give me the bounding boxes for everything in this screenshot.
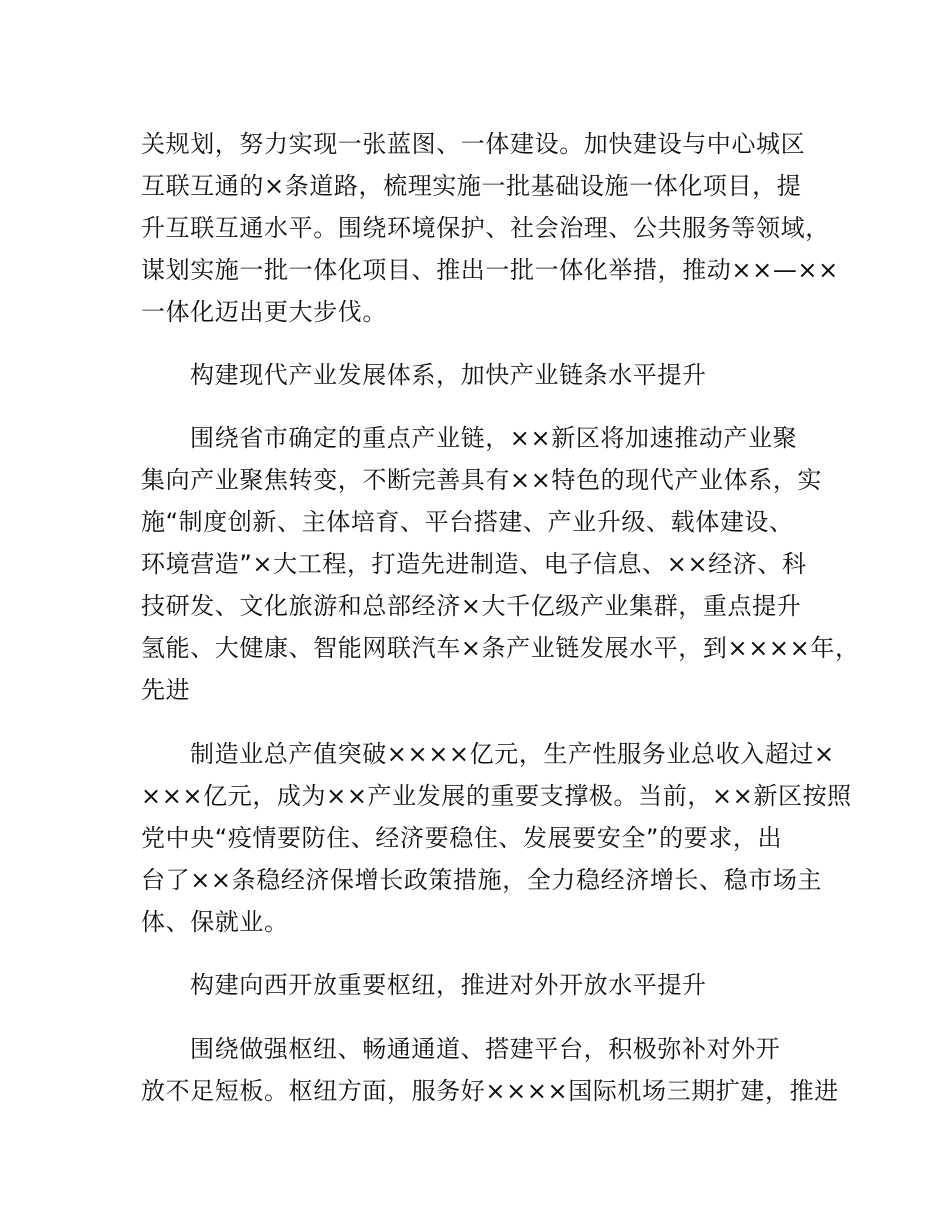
- text-line: 升互联互通水平。围绕环境保护、社会治理、公共服务等领域，: [141, 214, 830, 242]
- text-line: 氢能、大健康、智能网联汽车×条产业链发展水平，到××××年，: [141, 634, 860, 662]
- text-line: 党中央“疫情要防住、经济要稳住、发展要安全”的要求，出: [141, 824, 783, 852]
- text-line: 谋划实施一批一体化项目、推出一批一体化举措，推动××—××: [141, 256, 839, 284]
- text-line: 先进: [141, 676, 191, 704]
- text-line: 台了××条稳经济保增长政策措施，全力稳经济增长、稳市场主: [141, 866, 823, 894]
- text-line: 环境营造”×大工程，打造先进制造、电子信息、××经济、科: [141, 550, 807, 578]
- text-line: 围绕做强枢纽、畅通通道、搭建平台，积极弥补对外开: [190, 1035, 781, 1063]
- text-line: 体、保就业。: [141, 908, 289, 936]
- text-line: ×××亿元，成为××产业发展的重要支撑极。当前，××新区按照: [141, 782, 852, 810]
- text-line: 制造业总产值突破××××亿元，生产性服务业总收入超过×: [190, 740, 835, 768]
- text-line: 互联互通的×条道路，梳理实施一批基础设施一体化项目，提: [141, 172, 802, 200]
- text-line: 集向产业聚焦转变，不断完善具有××特色的现代产业体系，实: [141, 466, 823, 494]
- text-line: 施“制度创新、主体培育、平台搭建、产业升级、载体建设、: [141, 508, 794, 536]
- text-line: 围绕省市确定的重点产业链，××新区将加速推动产业聚: [190, 424, 798, 452]
- text-line: 放不足短板。枢纽方面，服务好××××国际机场三期扩建，推进: [141, 1077, 839, 1105]
- section-heading: 构建向西开放重要枢纽，推进对外开放水平提升: [190, 971, 707, 999]
- text-line: 关规划，努力实现一张蓝图、一体建设。加快建设与中心城区: [141, 130, 806, 158]
- section-heading: 构建现代产业发展体系，加快产业链条水平提升: [190, 361, 707, 389]
- text-line: 技研发、文化旅游和总部经济×大千亿级产业集群，重点提升: [141, 592, 802, 620]
- text-line: 一体化迈出更大步伐。: [141, 298, 387, 326]
